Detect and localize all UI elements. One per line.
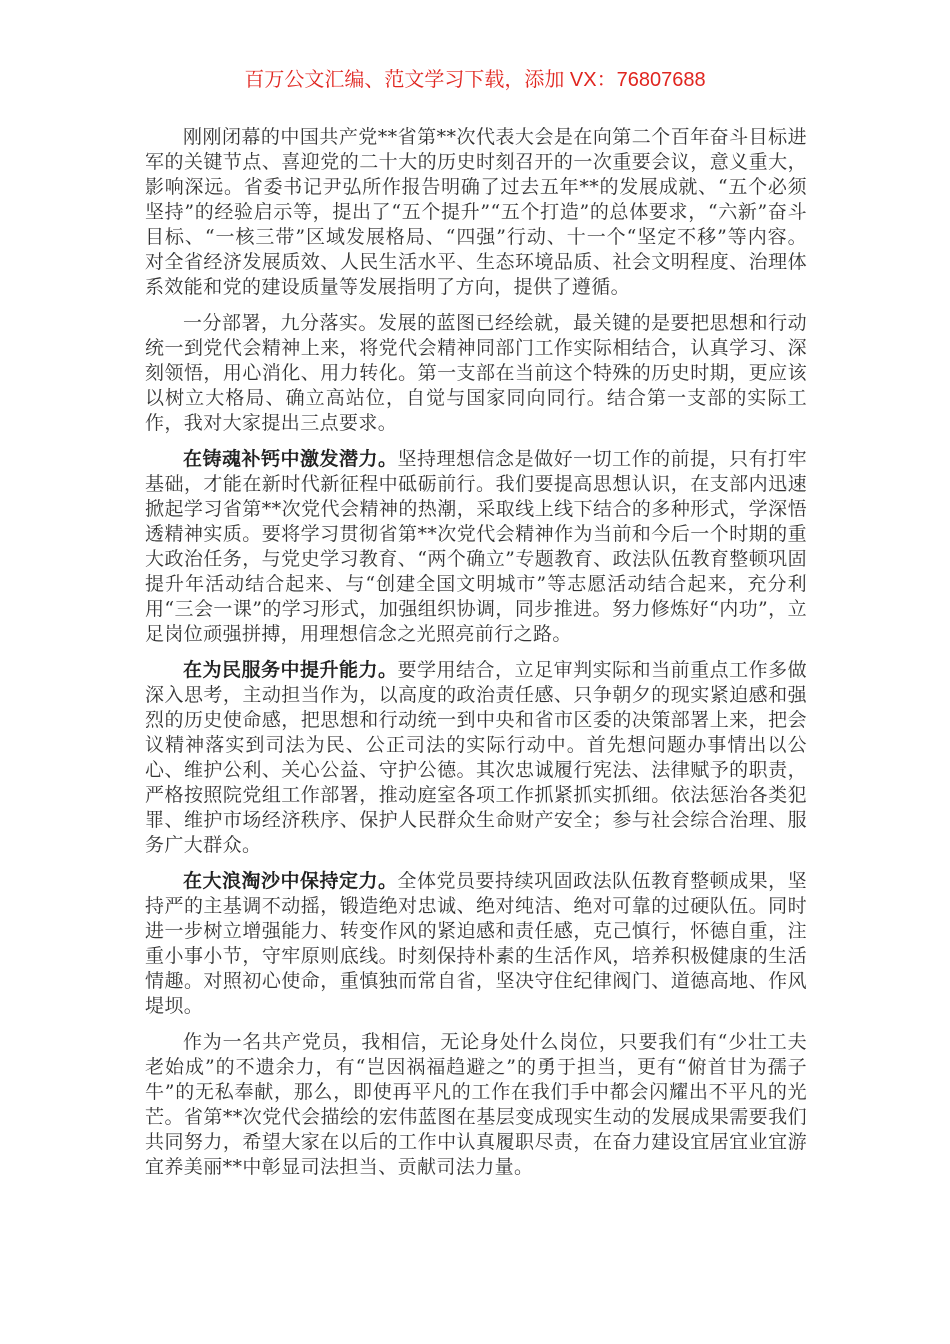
paragraph-text: 要学用结合，立足审判实际和当前重点工作多做深入思考，主动担当作为，以高度的政治责任感、只争朝夕的现实紧迫感和强烈的历史使命感，把思想和行动统一到中央和省市区委的决策部署上来，把会议精神落实到司法为民、公正司法的实际行动中。首先想问题办事情出以公心、维护公利、关心公益、守护公德。其次忠诚履行宪法、法律赋予的职责，严格按照院党组工作部署，推动庭室各项工作抓紧抓实抓细。依法惩治各类犯罪、维护市场经济秩序、保护人民群众生命财产安全；参与社会综合治理、服务广大群众。 [145, 659, 808, 856]
document-body [145, 125, 807, 1191]
paragraph-intro [145, 125, 807, 300]
paragraph-conclusion [145, 1030, 807, 1180]
paragraph-lead: 在铸魂补钙中激发潜力。 [183, 448, 398, 470]
paragraph-requirement-2 [145, 658, 807, 858]
paragraph-text: 作为一名共产党员，我相信，无论身处什么岗位，只要我们有“少壮工夫老始成”的不遗余力，有“岂因祸福趋避之”的勇于担当，更有“俯首甘为孺子牛”的无私奉献，那么，即使再平凡的工作在我们手中都会闪耀出不平凡的光芒。省第**次党代会描绘的宏伟蓝图在基层变成现实生动的发展成果需要我们共同努力，希望大家在以后的工作中认真履职尽责，在奋力建设宜居宜业宜游宜养美丽**中彰显司法担当、贡献司法力量。 [145, 1031, 807, 1178]
watermark-header: 百万公文汇编、范文学习下载，添加 VX：76807688 [244, 69, 706, 91]
paragraph-lead: 在为民服务中提升能力。 [183, 659, 398, 681]
paragraph-text: 刚刚闭幕的中国共产党**省第**次代表大会是在向第二个百年奋斗目标进军的关键节点、喜迎党的二十大的历史时刻召开的一次重要会议，意义重大，影响深远。省委书记尹弘所作报告明确了过去五年**的发展成就、“五个必须坚持”的经验启示等，提出了“五个提升”“五个打造”的总体要求，“六新”奋斗目标、“一核三带”区域发展格局、“四强”行动、十一个“坚定不移”等内容。对全省经济发展质效、人民生活水平、生态环境品质、社会文明程度、治理体系效能和党的建设质量等发展指明了方向，提供了遵循。 [145, 126, 807, 298]
paragraph-text: 坚持理想信念是做好一切工作的前提，只有打牢基础，才能在新时代新征程中砥砺前行。我们要提高思想认识，在支部内迅速掀起学习省第**次党代会精神的热潮，采取线上线下结合的多种形式，学深悟透精神实质。要将学习贯彻省第**次党代会精神作为当前和今后一个时期的重大政治任务，与党史学习教育、“两个确立”专题教育、政法队伍教育整顿巩固提升年活动结合起来、与“创建全国文明城市”等志愿活动结合起来，充分利用“三会一课”的学习形式，加强组织协调，同步推进。努力修炼好“内功”，立足岗位顽强拼搏，用理想信念之光照亮前行之路。 [145, 448, 808, 645]
paragraph-deployment [145, 311, 807, 436]
paragraph-text: 一分部署，九分落实。发展的蓝图已经绘就，最关键的是要把思想和行动统一到党代会精神上来，将党代会精神同部门工作实际相结合，认真学习、深刻领悟，用心消化、用力转化。第一支部在当前这个特殊的历史时期，更应该以树立大格局、确立高站位，自觉与国家同向同行。结合第一支部的实际工作，我对大家提出三点要求。 [145, 312, 807, 434]
paragraph-lead: 在大浪淘沙中保持定力。 [183, 870, 398, 892]
paragraph-text: 全体党员要持续巩固政法队伍教育整顿成果，坚持严的主基调不动摇，锻造绝对忠诚、绝对纯洁、绝对可靠的过硬队伍。同时进一步树立增强能力、转变作风的紧迫感和责任感，克己慎行，怀德自重，注重小事小节，守牢原则底线。时刻保持朴素的生活作风，培养积极健康的生活情趣。对照初心使命，重慎独而常自省，坚决守住纪律阀门、道德高地、作风堤坝。 [145, 870, 808, 1017]
paragraph-requirement-1 [145, 447, 807, 647]
paragraph-requirement-3 [145, 869, 807, 1019]
